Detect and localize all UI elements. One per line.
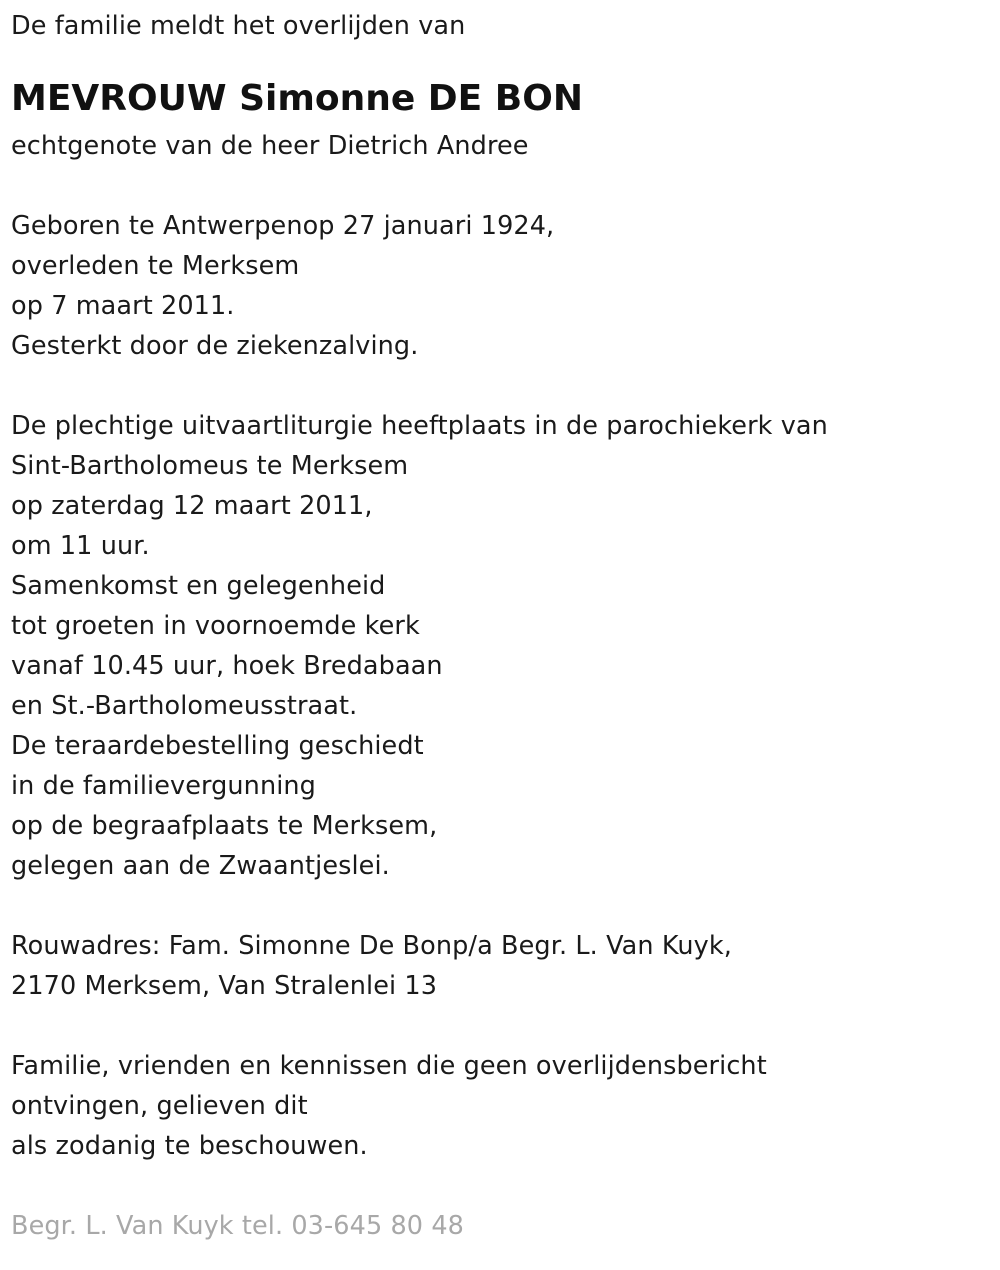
spacer [11,166,1000,206]
funeral-line: De plechtige uitvaartliturgie heeftplaats in de parochiekerk van [11,411,828,441]
funeral-line: gelegen aan de Zwaantjeslei. [11,851,390,881]
mourning-address [11,926,1000,1006]
funeral-line: op de begraafplaats te Merksem, [11,811,438,841]
closing-line: als zodanig te beschouwen. [11,1131,368,1161]
address-line: 2170 Merksem, Van Stralenlei 13 [11,971,438,1001]
spacer [11,366,1000,406]
funeral-director-contact: Begr. L. Van Kuyk tel. 03-645 80 48 [11,1211,464,1241]
life-line: Gesterkt door de ziekenzalving. [11,331,419,361]
address-line: Rouwadres: Fam. Simonne De Bonp/a Begr. L. Van Kuyk, [11,931,732,961]
closing-section [11,1046,1000,1166]
intro-text: De familie meldt het overlijden van [11,11,466,41]
funeral-line: vanaf 10.45 uur, hoek Bredabaan [11,651,443,681]
funeral-line: en St.-Bartholomeusstraat. [11,691,358,721]
life-line: Geboren te Antwerpenop 27 januari 1924, [11,211,555,241]
deceased-name: MEVROUW Simonne DE BON [11,78,583,119]
funeral-line: Sint-Bartholomeus te Merksem [11,451,409,481]
funeral-line: in de familievergunning [11,771,316,801]
funeral-section [11,406,1000,886]
spacer [11,46,1000,72]
life-section [11,206,1000,366]
funeral-line: Samenkomst en gelegenheid [11,571,386,601]
spacer [11,886,1000,926]
funeral-line: op zaterdag 12 maart 2011, [11,491,373,521]
spacer [11,1166,1000,1206]
closing-line: ontvingen, gelieven dit [11,1091,308,1121]
funeral-line: tot groeten in voornoemde kerk [11,611,420,641]
spouse-line: echtgenote van de heer Dietrich Andree [11,131,529,161]
funeral-line: De teraardebestelling geschiedt [11,731,424,761]
life-line: op 7 maart 2011. [11,291,235,321]
spacer [11,1006,1000,1046]
funeral-line: om 11 uur. [11,531,150,561]
closing-line: Familie, vrienden en kennissen die geen overlijdensbericht [11,1051,767,1081]
life-line: overleden te Merksem [11,251,300,281]
